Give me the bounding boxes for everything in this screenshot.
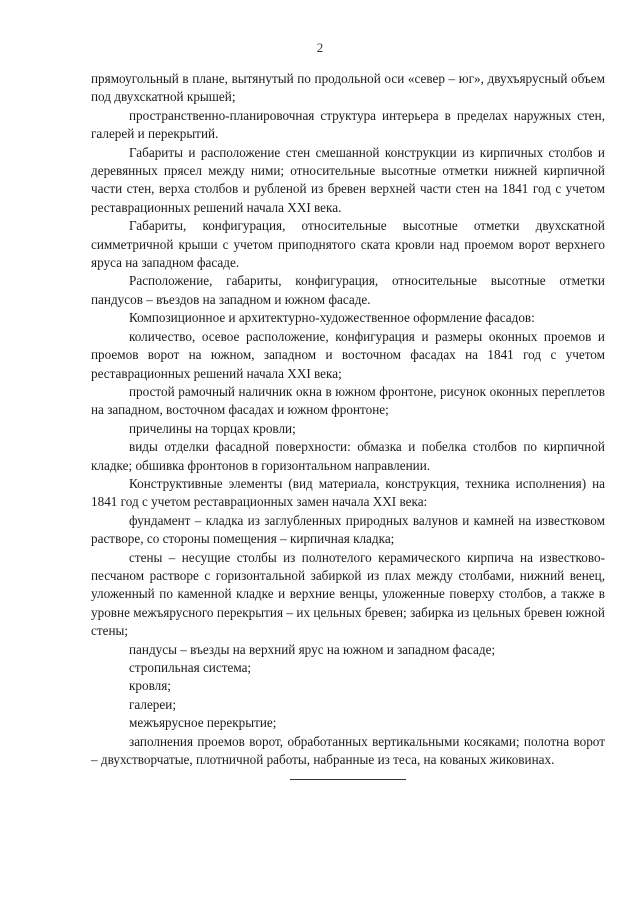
paragraph: кровля; xyxy=(129,678,171,694)
paragraph: Расположение, габариты, конфигурация, относительные высотные отметки пандусов – въездов на западном и южном фасаде. xyxy=(91,273,605,307)
paragraph: простой рамочный наличник окна в южном фронтоне, рисунок оконных переплетов на западном, восточном фасадах и южном фронтоне; xyxy=(91,383,605,418)
page-number: 2 xyxy=(316,40,324,55)
paragraph: Габариты и расположение стен смешанной конструкции из кирпичных столбов и деревянных прясел между ними; относительные высотные отметки нижней кирпичной части стен, верха столбов и рубленой из бревен верхней части стен на 1841 год с учетом реставрационных решений начала XXI века. xyxy=(91,144,605,215)
paragraph: фундамент – кладка из заглубленных природных валунов и камней на известковом растворе, со стороны помещения – кирпичная кладка; xyxy=(91,512,605,547)
paragraph: галереи; xyxy=(129,696,176,712)
document-body xyxy=(91,70,605,769)
paragraph: Композиционное и архитектурно-художественное оформление фасадов: xyxy=(129,310,535,326)
paragraph: количество, осевое расположение, конфигурация и размеры оконных проемов и проемов ворот на южном, западном и восточном фасадах на 1841 год с учетом реставрационных решений начала XXI века; xyxy=(91,328,605,381)
paragraph: причелины на торцах кровли; xyxy=(129,420,296,436)
end-separator-line xyxy=(290,779,406,780)
paragraph: пандусы – въезды на верхний ярус на южном и западном фасаде; xyxy=(129,641,496,657)
paragraph: межъярусное перекрытие; xyxy=(129,715,277,731)
paragraph: стропильная система; xyxy=(129,660,252,675)
paragraph: прямоугольный в плане, вытянутый по продольной оси «север – юг», двухъярусный объем под двухскатной крышей; xyxy=(91,71,605,105)
paragraph: заполнения проемов ворот, обработанных вертикальными косяками; полотна ворот – двухстворчатые, плотничной работы, набранные из теса, на кованых жиковинах. xyxy=(91,733,605,768)
paragraph: стены – несущие столбы из полнотелого керамического кирпича на известково-песчаном растворе с горизонтальной забиркой из плах между столбами, нижний венец, уложенный по каменной кладке и верхние венцы, уложенные поверху столбов, а также в уровне межъярусного перекрытия – их цельных бревен; забирка из цельных бревен южной стены; xyxy=(91,549,605,639)
paragraph: Габариты, конфигурация, относительные высотные отметки двухскатной симметричной крыши с учетом приподнятого ската кровли над проемом ворот верхнего яруса на западном фасаде. xyxy=(91,218,605,271)
paragraph: пространственно-планировочная структура интерьера в пределах наружных стен, галерей и перекрытий. xyxy=(91,107,605,142)
paragraph: виды отделки фасадной поверхности: обмазка и побелка столбов по кирпичной кладке; обшивка фронтонов в горизонтальном направлении. xyxy=(91,439,605,473)
paragraph: Конструктивные элементы (вид материала, конструкция, техника исполнения) на 1841 год с учетом реставрационных замен начала XXI века: xyxy=(91,475,605,510)
